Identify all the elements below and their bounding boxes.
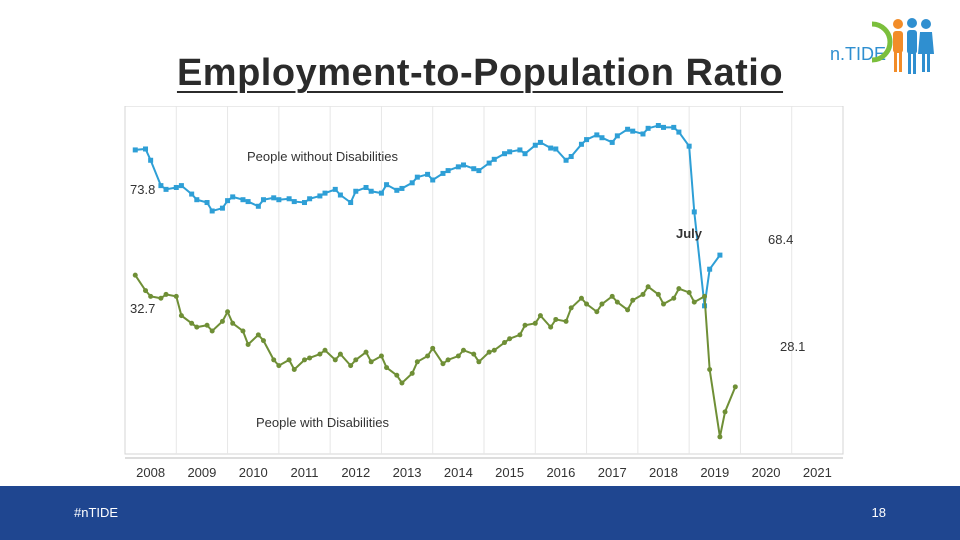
x-tick-label: 2015 bbox=[495, 465, 525, 480]
data-point bbox=[625, 127, 630, 132]
data-point bbox=[353, 189, 358, 194]
data-point bbox=[410, 180, 415, 185]
data-point bbox=[579, 296, 584, 301]
data-point bbox=[410, 371, 415, 376]
data-point bbox=[394, 188, 399, 193]
data-point bbox=[158, 183, 163, 188]
data-point bbox=[548, 325, 553, 330]
x-tick-label: 2014 bbox=[443, 465, 473, 480]
data-point bbox=[317, 352, 322, 357]
data-point bbox=[687, 144, 692, 149]
data-point bbox=[723, 409, 728, 414]
data-point bbox=[702, 294, 707, 299]
data-point bbox=[671, 296, 676, 301]
data-point bbox=[276, 197, 281, 202]
data-point bbox=[261, 338, 266, 343]
data-point bbox=[661, 302, 666, 307]
data-point bbox=[164, 187, 169, 192]
data-point bbox=[630, 298, 635, 303]
data-point bbox=[461, 348, 466, 353]
data-point bbox=[569, 305, 574, 310]
data-point bbox=[179, 313, 184, 318]
data-point bbox=[158, 296, 163, 301]
data-point bbox=[594, 132, 599, 137]
data-point bbox=[133, 147, 138, 152]
data-point bbox=[548, 146, 553, 151]
data-point bbox=[425, 354, 430, 359]
data-point bbox=[133, 273, 138, 278]
data-point bbox=[517, 147, 522, 152]
end-value-with: 28.1 bbox=[780, 339, 806, 354]
data-point bbox=[502, 340, 507, 345]
data-point bbox=[174, 185, 179, 190]
data-point bbox=[302, 357, 307, 362]
data-point bbox=[287, 196, 292, 201]
data-point bbox=[364, 350, 369, 355]
x-tick-label: 2020 bbox=[751, 465, 781, 480]
data-point bbox=[189, 321, 194, 326]
data-point bbox=[246, 342, 251, 347]
footer-bar bbox=[0, 486, 960, 540]
x-tick-label: 2019 bbox=[700, 465, 730, 480]
data-point bbox=[256, 332, 261, 337]
data-point bbox=[271, 357, 276, 362]
data-point bbox=[476, 359, 481, 364]
data-point bbox=[148, 294, 153, 299]
data-point bbox=[569, 154, 574, 159]
data-point bbox=[338, 352, 343, 357]
data-point bbox=[656, 123, 661, 128]
data-point bbox=[246, 199, 251, 204]
data-point bbox=[646, 284, 651, 289]
x-tick-label: 2013 bbox=[392, 465, 422, 480]
x-tick-label: 2017 bbox=[597, 465, 627, 480]
data-point bbox=[292, 199, 297, 204]
data-point bbox=[240, 329, 245, 334]
data-point bbox=[307, 196, 312, 201]
data-point bbox=[276, 363, 281, 368]
data-point bbox=[415, 359, 420, 364]
data-point bbox=[707, 367, 712, 372]
data-point bbox=[446, 168, 451, 173]
data-point bbox=[287, 357, 292, 362]
data-point bbox=[553, 146, 558, 151]
data-point bbox=[261, 197, 266, 202]
x-axis bbox=[125, 458, 843, 480]
data-point bbox=[205, 200, 210, 205]
data-point bbox=[676, 130, 681, 135]
data-point bbox=[189, 192, 194, 197]
data-point bbox=[538, 140, 543, 145]
employment-ratio-chart bbox=[120, 106, 850, 486]
data-point bbox=[456, 164, 461, 169]
data-point bbox=[671, 125, 676, 130]
data-point bbox=[225, 309, 230, 314]
logo-text: n.TIDE bbox=[830, 44, 887, 64]
data-point bbox=[533, 321, 538, 326]
data-point bbox=[599, 135, 604, 140]
data-point bbox=[656, 292, 661, 297]
data-point bbox=[399, 380, 404, 385]
data-point bbox=[594, 309, 599, 314]
data-point bbox=[317, 193, 322, 198]
data-point bbox=[425, 172, 430, 177]
data-point bbox=[230, 194, 235, 199]
data-point bbox=[579, 142, 584, 147]
data-point bbox=[471, 352, 476, 357]
data-point bbox=[348, 200, 353, 205]
data-point bbox=[271, 195, 276, 200]
data-point bbox=[692, 300, 697, 305]
x-tick-label: 2008 bbox=[136, 465, 166, 480]
footer-hashtag: #nTIDE bbox=[74, 505, 119, 520]
data-point bbox=[456, 354, 461, 359]
data-point bbox=[348, 363, 353, 368]
data-point bbox=[492, 157, 497, 162]
data-point bbox=[384, 182, 389, 187]
end-value-without: 68.4 bbox=[768, 232, 794, 247]
data-point bbox=[523, 323, 528, 328]
x-tick-label: 2016 bbox=[546, 465, 576, 480]
data-point bbox=[353, 357, 358, 362]
data-point bbox=[517, 332, 522, 337]
data-point bbox=[205, 323, 210, 328]
data-point bbox=[430, 177, 435, 182]
x-tick-label: 2010 bbox=[238, 465, 268, 480]
data-point bbox=[640, 131, 645, 136]
people-icon bbox=[828, 14, 938, 80]
data-point bbox=[717, 253, 722, 258]
data-point bbox=[538, 313, 543, 318]
data-point bbox=[379, 191, 384, 196]
data-point bbox=[220, 319, 225, 324]
data-point bbox=[707, 267, 712, 272]
data-point bbox=[415, 175, 420, 180]
data-point bbox=[430, 346, 435, 351]
data-point bbox=[143, 146, 148, 151]
data-point bbox=[599, 302, 604, 307]
data-point bbox=[194, 325, 199, 330]
data-point bbox=[487, 161, 492, 166]
data-point bbox=[256, 204, 261, 209]
data-point bbox=[476, 168, 481, 173]
slide-title: Employment-to-Population Ratio bbox=[176, 52, 784, 94]
ntide-logo bbox=[828, 14, 938, 80]
data-point bbox=[692, 209, 697, 214]
data-point bbox=[210, 208, 215, 213]
data-point bbox=[461, 162, 466, 167]
data-point bbox=[179, 183, 184, 188]
data-point bbox=[733, 384, 738, 389]
data-point bbox=[630, 129, 635, 134]
data-point bbox=[220, 206, 225, 211]
slide-number: 18 bbox=[871, 505, 886, 520]
data-point bbox=[487, 350, 492, 355]
start-value-with: 32.7 bbox=[130, 301, 156, 316]
x-tick-label: 2018 bbox=[649, 465, 678, 480]
data-point bbox=[194, 197, 199, 202]
data-point bbox=[471, 166, 476, 171]
x-tick-label: 2009 bbox=[187, 465, 217, 480]
data-point bbox=[676, 286, 681, 291]
data-point bbox=[625, 307, 630, 312]
data-point bbox=[584, 137, 589, 142]
data-point bbox=[323, 348, 328, 353]
data-point bbox=[610, 140, 615, 145]
data-point bbox=[333, 187, 338, 192]
data-point bbox=[523, 151, 528, 156]
data-point bbox=[338, 193, 343, 198]
data-point bbox=[615, 300, 620, 305]
data-point bbox=[379, 354, 384, 359]
month-annotation: July bbox=[676, 226, 703, 241]
data-point bbox=[440, 361, 445, 366]
series-label-without: People without Disabilities bbox=[247, 149, 399, 164]
data-point bbox=[640, 292, 645, 297]
x-tick-label: 2021 bbox=[802, 465, 832, 480]
data-point bbox=[507, 149, 512, 154]
data-point bbox=[615, 133, 620, 138]
data-point bbox=[333, 357, 338, 362]
data-point bbox=[394, 373, 399, 378]
data-point bbox=[148, 158, 153, 163]
data-point bbox=[661, 125, 666, 130]
x-tick-label: 2012 bbox=[341, 465, 371, 480]
data-point bbox=[646, 126, 651, 131]
series-label-with: People with Disabilities bbox=[256, 415, 389, 430]
data-point bbox=[564, 158, 569, 163]
data-point bbox=[507, 336, 512, 341]
data-point bbox=[210, 329, 215, 334]
data-point bbox=[564, 319, 569, 324]
data-point bbox=[492, 348, 497, 353]
data-point bbox=[302, 200, 307, 205]
data-point bbox=[717, 434, 722, 439]
data-point bbox=[174, 294, 179, 299]
data-point bbox=[502, 151, 507, 156]
data-point bbox=[369, 189, 374, 194]
data-point bbox=[610, 294, 615, 299]
data-point bbox=[446, 357, 451, 362]
data-point bbox=[164, 292, 169, 297]
data-point bbox=[440, 171, 445, 176]
x-tick-label: 2011 bbox=[290, 465, 319, 480]
data-point bbox=[225, 198, 230, 203]
data-point bbox=[533, 143, 538, 148]
data-point bbox=[384, 365, 389, 370]
data-point bbox=[307, 355, 312, 360]
data-point bbox=[323, 191, 328, 196]
data-point bbox=[292, 367, 297, 372]
start-value-without: 73.8 bbox=[130, 182, 156, 197]
data-point bbox=[687, 290, 692, 295]
data-point bbox=[230, 321, 235, 326]
data-point bbox=[399, 186, 404, 191]
data-point bbox=[143, 288, 148, 293]
data-point bbox=[369, 359, 374, 364]
data-point bbox=[584, 302, 589, 307]
data-point bbox=[364, 185, 369, 190]
data-point bbox=[553, 317, 558, 322]
data-point bbox=[240, 197, 245, 202]
